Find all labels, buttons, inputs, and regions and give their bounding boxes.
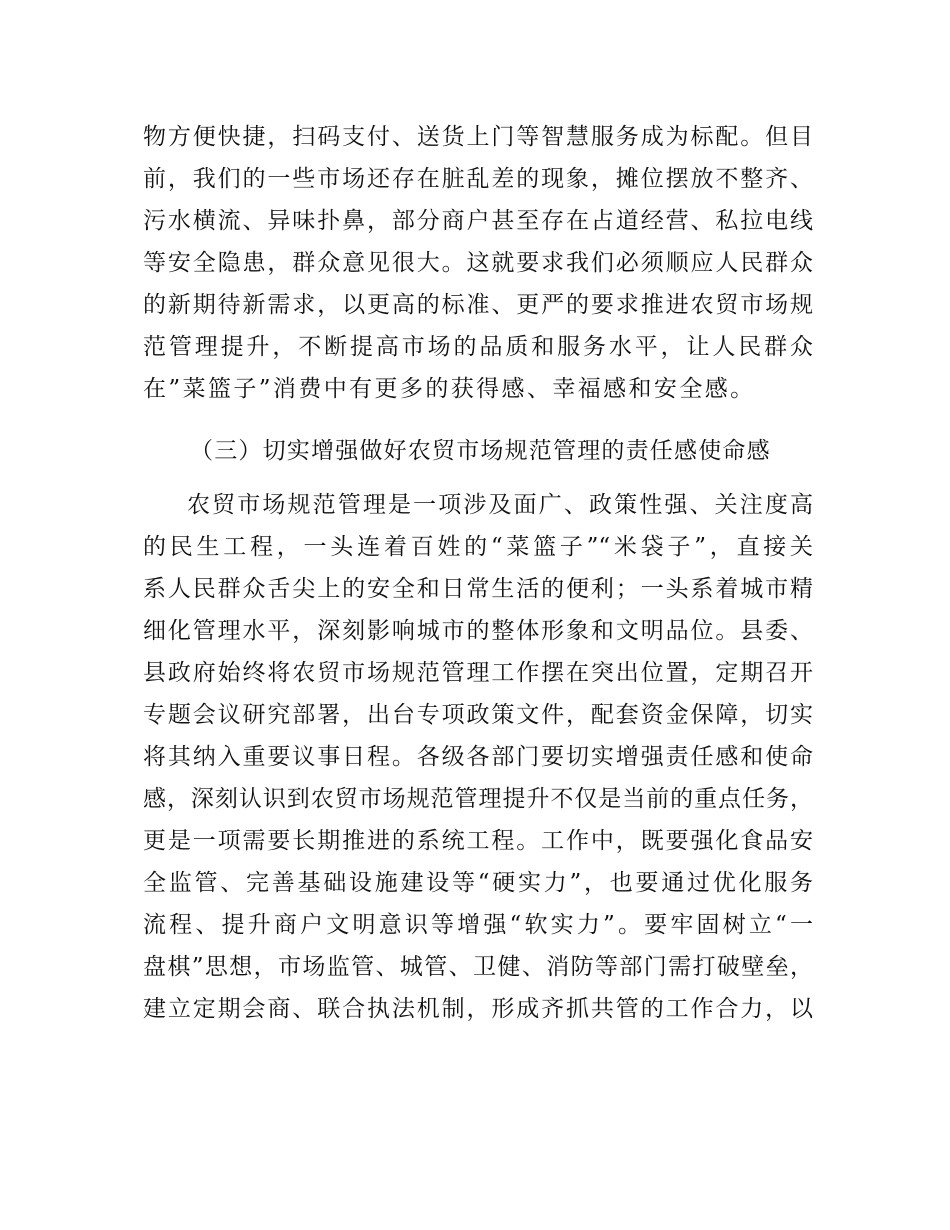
paragraph-line: 物方便快捷，扫码支付、送货上门等智慧服务成为标配。但目 — [143, 124, 813, 150]
paragraph-line: 系人民群众舌尖上的安全和日常生活的便利；一头系着城市精 — [143, 576, 813, 602]
paragraph-line: 污水横流、异味扑鼻，部分商户甚至存在占道经营、私拉电线 — [143, 208, 813, 234]
paragraph-line: 前，我们的一些市场还存在脏乱差的现象，摊位摆放不整齐、 — [143, 166, 813, 192]
paragraph-line: 等安全隐患，群众意见很大。这就要求我们必须顺应人民群众 — [143, 250, 813, 276]
paragraph-line: 细化管理水平，深刻影响城市的整体形象和文明品位。县委、 — [143, 618, 813, 644]
paragraph-line: 建立定期会商、联合执法机制，形成齐抓共管的工作合力，以 — [143, 996, 813, 1022]
paragraph-line: 在”菜篮子”消费中有更多的获得感、幸福感和安全感。 — [143, 376, 756, 402]
paragraph-line: 盘棋”思想，市场监管、城管、卫健、消防等部门需打破壁垒， — [143, 954, 813, 980]
paragraph-line: 感，深刻认识到农贸市场规范管理提升不仅是当前的重点任务， — [143, 786, 813, 812]
paragraph-line: 范管理提升，不断提高市场的品质和服务水平，让人民群众 — [143, 334, 813, 360]
paragraph-line: 专题会议研究部署，出台专项政策文件，配套资金保障，切实 — [143, 702, 813, 728]
paragraph-line: 农贸市场规范管理是一项涉及面广、政策性强、关注度高 — [187, 492, 813, 518]
paragraph-line: 将其纳入重要议事日程。各级各部门要切实增强责任感和使命 — [143, 744, 813, 770]
paragraph-line: 县政府始终将农贸市场规范管理工作摆在突出位置，定期召开 — [143, 660, 813, 686]
paragraph-line: 的民生工程，一头连着百姓的“菜篮子”“米袋子”，直接关 — [143, 534, 813, 560]
paragraph-line: 更是一项需要长期推进的系统工程。工作中，既要强化食品安 — [143, 828, 813, 854]
paragraph-line: 的新期待新需求，以更高的标准、更严的要求推进农贸市场规 — [143, 292, 813, 318]
paragraph-line: 全监管、完善基础设施建设等“硬实力”，也要通过优化服务 — [143, 870, 813, 896]
paragraph-line: 流程、提升商户文明意识等增强“软实力”。要牢固树立“一 — [143, 912, 813, 938]
section-heading: （三）切实增强做好农贸市场规范管理的责任感使命感 — [190, 438, 771, 464]
